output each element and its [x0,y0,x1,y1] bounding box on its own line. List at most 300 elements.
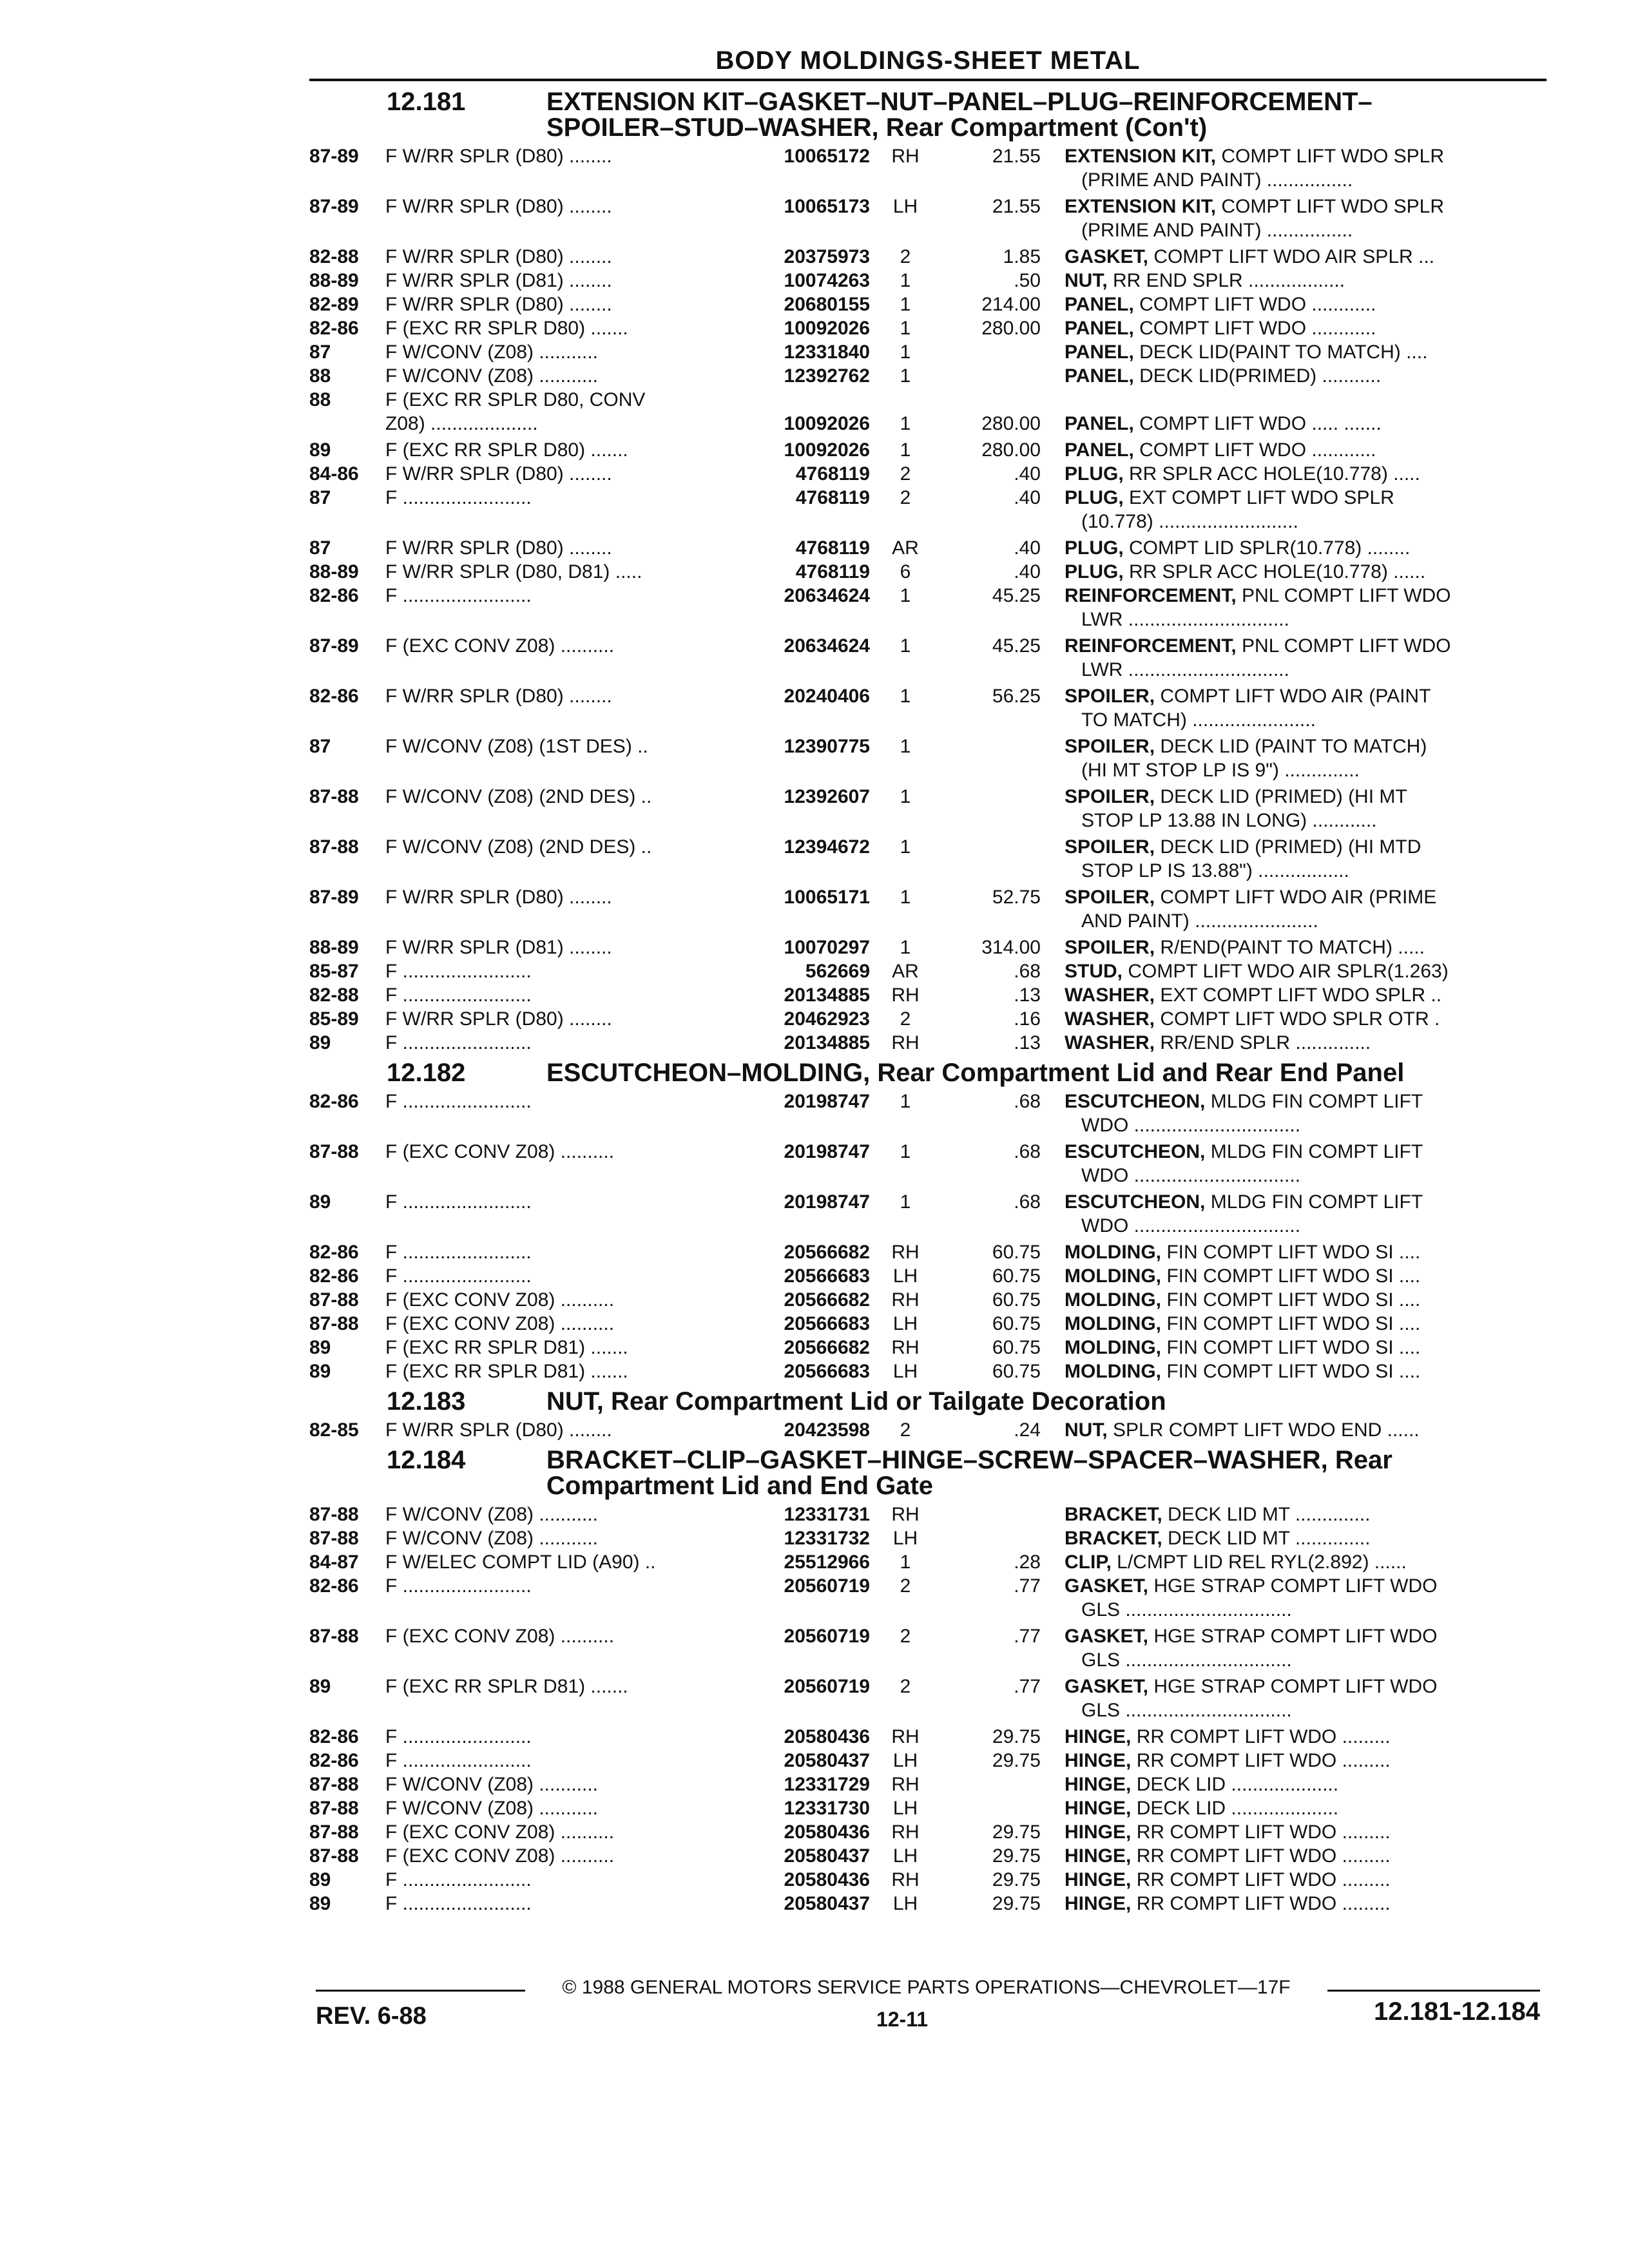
description-text: RR COMPT LIFT WDO ......... [1136,1845,1391,1867]
part-noun: HINGE, [1065,1821,1132,1843]
part-number: 20634624 [784,635,870,657]
model-years: 82-86 [309,1726,359,1747]
part-number: 20566683 [784,1265,870,1287]
part-number: 20566682 [784,1337,870,1358]
part-row [309,735,1547,785]
description-text: DECK LID MT .............. [1168,1504,1371,1525]
part-noun: PLUG, [1065,537,1124,559]
part-number: 20375973 [784,246,870,267]
part-row [309,1360,1547,1383]
part-number: 10092026 [784,318,870,339]
part-number: 20566683 [784,1313,870,1334]
model-years: 85-87 [309,961,359,982]
usage-line: F W/RR SPLR (D80) ........ [385,1008,612,1030]
quantity: RH [891,1032,920,1053]
description-text: PNL COMPT LIFT WDO [1242,585,1451,606]
quantity: 1 [900,413,911,434]
quantity: 1 [900,365,911,387]
part-noun: PANEL, [1065,318,1134,339]
part-noun: SPOILER, [1065,937,1155,958]
description-line [1065,144,1547,168]
description-text: SPLR COMPT LIFT WDO END ...... [1113,1419,1420,1441]
price: .68 [1014,1191,1041,1213]
quantity: 1 [900,341,911,363]
part-description [1065,1288,1547,1312]
usage-line: F W/CONV (Z08) ........... [385,1798,599,1819]
description-text: RR/END SPLR .............. [1160,1032,1371,1053]
model-years: 89 [309,1361,331,1382]
part-noun: WASHER, [1065,1008,1155,1030]
description-text: COMPT LIFT WDO ..... ....... [1139,413,1382,434]
description-text: RR SPLR ACC HOLE(10.778) ..... [1129,463,1420,485]
usage-line: F W/RR SPLR (D80) ........ [385,294,612,315]
part-row [309,584,1547,634]
part-noun: PANEL, [1065,413,1134,434]
part-row [309,1503,1547,1526]
part-description [1065,144,1547,192]
part-description [1065,1749,1547,1773]
footer-rule-right [1327,1990,1540,1992]
price: 314.00 [981,937,1041,958]
part-number: 20240406 [784,686,870,707]
price: 60.75 [992,1289,1041,1311]
part-number: 12331840 [784,341,870,363]
model-years: 87 [309,537,331,559]
usage-line: F W/RR SPLR (D81) ........ [385,937,612,958]
description-text: MLDG FIN COMPT LIFT [1210,1141,1423,1162]
price: 45.25 [992,585,1041,606]
part-row [309,1090,1547,1140]
description-continuation: WDO ............................... [1081,1215,1301,1236]
usage-line: F ........................ [385,1091,532,1112]
model-years: 89 [309,1893,331,1914]
usage-line: F W/RR SPLR (D80) ........ [385,463,612,485]
part-noun: HINGE, [1065,1869,1132,1890]
quantity: 2 [900,1575,911,1597]
part-row [309,1240,1547,1264]
part-number: 20580437 [784,1750,870,1771]
quantity: 2 [900,1008,911,1030]
part-description [1065,195,1547,242]
description-line [1065,959,1547,983]
section-title-line: EXTENSION KIT–GASKET–NUT–PANEL–PLUG–REINFORCEMENT– [546,88,1373,116]
part-row [309,1190,1547,1240]
description-text: RR COMPT LIFT WDO ......... [1136,1821,1391,1843]
part-noun: ESCUTCHEON, [1065,1091,1206,1112]
description-line [1065,1820,1547,1844]
part-row [309,462,1547,486]
price: 60.75 [992,1337,1041,1358]
part-row [309,316,1547,340]
part-row [309,959,1547,983]
quantity: 1 [900,1552,911,1573]
description-text: COMPT LIFT WDO SPLR OTR . [1160,1008,1440,1030]
part-noun: HINGE, [1065,1774,1132,1795]
part-number: 12394672 [784,836,870,858]
price: .24 [1014,1419,1041,1441]
description-text: FIN COMPT LIFT WDO SI .... [1166,1289,1421,1311]
part-noun: SPOILER, [1065,836,1155,858]
description-line [1065,1749,1547,1773]
part-number: 20566682 [784,1242,870,1263]
part-number: 20580437 [784,1893,870,1914]
part-description [1065,269,1547,293]
description-line [1065,1892,1547,1916]
part-noun: PANEL, [1065,365,1134,387]
description-text: FIN COMPT LIFT WDO SI .... [1166,1361,1421,1382]
description-text: COMPT LIFT WDO AIR SPLR(1.263) [1128,961,1449,982]
description-line [1065,1574,1547,1598]
description-text: FIN COMPT LIFT WDO SI .... [1166,1337,1421,1358]
part-number: 20560719 [784,1575,870,1597]
description-line [1065,1773,1547,1796]
quantity: 2 [900,1419,911,1441]
model-years: 87 [309,487,331,508]
part-description [1065,959,1547,983]
description-line [1065,1868,1547,1892]
part-number: 10070297 [784,937,870,958]
usage-line: F (EXC RR SPLR D80) ....... [385,318,628,339]
quantity: 1 [900,836,911,858]
price: .40 [1014,561,1041,582]
part-description [1065,584,1547,631]
section-number: 12.182 [387,1059,466,1087]
model-years: 89 [309,1191,331,1213]
description-continuation: LWR .............................. [1081,659,1289,680]
parts-listing [309,89,1547,1916]
model-years: 87-88 [309,1626,359,1647]
quantity: 1 [900,887,911,908]
usage-line: F ........................ [385,1726,532,1747]
part-row [309,1624,1547,1675]
price: 280.00 [981,439,1041,461]
part-row [309,1550,1547,1574]
part-description [1065,885,1547,933]
description-line [1065,1550,1547,1574]
part-row [309,560,1547,584]
description-continuation: WDO ............................... [1081,1165,1301,1186]
part-noun: ESCUTCHEON, [1065,1141,1206,1162]
price: .40 [1014,463,1041,485]
model-years: 87-88 [309,1289,359,1311]
quantity: 1 [900,439,911,461]
part-number: 12331729 [784,1774,870,1795]
price: 60.75 [992,1313,1041,1334]
quantity: 1 [900,786,911,807]
part-row [309,785,1547,835]
description-line [1065,1190,1547,1214]
part-description [1065,1090,1547,1137]
description-line [1065,1844,1547,1868]
description-text: DECK LID .................... [1136,1798,1339,1819]
model-years: 82-88 [309,985,359,1006]
usage-line: F (EXC CONV Z08) .......... [385,1821,615,1843]
part-description [1065,1418,1547,1442]
price: 280.00 [981,318,1041,339]
description-text: COMPT LIFT WDO AIR (PAINT [1160,686,1431,707]
usage-line: F ........................ [385,1750,532,1771]
part-number: 12392762 [784,365,870,387]
part-description [1065,1550,1547,1574]
description-line [1065,1312,1547,1336]
part-noun: GASKET, [1065,1676,1149,1697]
price: 29.75 [992,1726,1041,1747]
quantity: RH [891,1774,920,1795]
price: 1.85 [1003,246,1041,267]
section-title [546,1389,1547,1414]
part-description [1065,536,1547,560]
part-noun: MOLDING, [1065,1265,1161,1287]
model-years: 82-86 [309,1265,359,1287]
part-number: 12331731 [784,1504,870,1525]
model-years: 87 [309,341,331,363]
model-years: 87-89 [309,146,359,167]
price: .16 [1014,1008,1041,1030]
description-line [1065,983,1547,1007]
usage-line: F W/CONV (Z08) ........... [385,1528,599,1549]
part-number: 20580436 [784,1726,870,1747]
quantity: 2 [900,463,911,485]
model-years: 87-88 [309,1313,359,1334]
model-years: 82-86 [309,1575,359,1597]
part-row [309,936,1547,959]
description-line [1065,1007,1547,1031]
model-years: 84-86 [309,463,359,485]
section-title-line: SPOILER–STUD–WASHER, Rear Compartment (Con't) [546,113,1208,142]
description-text: HGE STRAP COMPT LIFT WDO [1153,1575,1438,1597]
description-text: HGE STRAP COMPT LIFT WDO [1153,1626,1438,1647]
model-years: 88 [309,365,331,387]
part-number: 20634624 [784,585,870,606]
part-number: 20566682 [784,1289,870,1311]
quantity: LH [892,1845,918,1867]
part-noun: SPOILER, [1065,786,1155,807]
model-years: 85-89 [309,1008,359,1030]
part-description [1065,1240,1547,1264]
part-description [1065,1190,1547,1238]
description-text: COMPT LIFT WDO ............ [1139,318,1376,339]
model-years: 82-85 [309,1419,359,1441]
description-line [1065,1675,1547,1698]
part-row [309,835,1547,885]
revision-label: REV. 6-88 [316,2003,427,2030]
description-continuation: (PRIME AND PAINT) ................ [1081,169,1353,191]
part-noun: WASHER, [1065,1032,1155,1053]
part-row [309,1288,1547,1312]
part-number: 20680155 [784,294,870,315]
part-number: 10092026 [784,439,870,461]
part-description [1065,1526,1547,1550]
model-years: 87-89 [309,635,359,657]
description-line [1065,486,1547,510]
description-continuation: (10.778) .......................... [1081,511,1298,532]
description-line [1065,560,1547,584]
part-description [1065,1675,1547,1722]
quantity: RH [891,1337,920,1358]
part-noun: MOLDING, [1065,1361,1161,1382]
part-row [309,1844,1547,1868]
part-description [1065,245,1547,269]
description-line [1065,1264,1547,1288]
description-line [1065,364,1547,388]
part-description [1065,785,1547,832]
description-line [1065,684,1547,708]
price: 21.55 [992,146,1041,167]
price: 60.75 [992,1265,1041,1287]
quantity: 1 [900,1141,911,1162]
part-description [1065,1336,1547,1360]
quantity: RH [891,985,920,1006]
model-years: 87-88 [309,1845,359,1867]
description-continuation: STOP LP 13.88 IN LONG) ............ [1081,810,1377,831]
part-noun: SPOILER, [1065,736,1155,757]
model-years: 88 [309,389,331,410]
description-text: COMPT LIFT WDO ............ [1139,294,1376,315]
section-title [546,89,1547,140]
quantity: RH [891,1504,920,1525]
description-line [1065,1090,1547,1113]
quantity: RH [891,146,920,167]
part-noun: MOLDING, [1065,1313,1161,1334]
quantity: 1 [900,686,911,707]
section-heading [309,1389,1547,1414]
usage-line: F W/CONV (Z08) ........... [385,1504,599,1525]
usage-line: F ........................ [385,487,532,508]
price: 29.75 [992,1845,1041,1867]
usage-line: F W/ELEC COMPT LID (A90) .. [385,1552,656,1573]
description-continuation: STOP LP IS 13.88") ................. [1081,860,1349,881]
price: 29.75 [992,1869,1041,1890]
price: 214.00 [981,294,1041,315]
usage-line: F ........................ [385,961,532,982]
model-years: 87-89 [309,887,359,908]
description-text: DECK LID (PRIMED) (HI MTD [1160,836,1422,858]
model-years: 89 [309,1869,331,1890]
quantity: RH [891,1869,920,1890]
part-number: 4768119 [795,487,870,508]
part-number: 20134885 [784,985,870,1006]
part-description [1065,1360,1547,1383]
part-number: 20198747 [784,1141,870,1162]
description-line [1065,1240,1547,1264]
quantity: 1 [900,635,911,657]
section-title-line: ESCUTCHEON–MOLDING, Rear Compartment Lid and Rear End Panel [546,1059,1405,1087]
price: .68 [1014,1091,1041,1112]
model-years: 82-89 [309,294,359,315]
part-number: 20560719 [784,1626,870,1647]
usage-line: F (EXC CONV Z08) .......... [385,1845,615,1867]
quantity: AR [892,537,919,559]
description-text: EXT COMPT LIFT WDO SPLR [1129,487,1394,508]
quantity: 1 [900,1191,911,1213]
part-description [1065,1031,1547,1055]
description-text: RR COMPT LIFT WDO ......... [1136,1893,1391,1914]
part-noun: WASHER, [1065,985,1155,1006]
usage-line: F ........................ [385,1893,532,1914]
model-years: 89 [309,1032,331,1053]
part-noun: NUT, [1065,1419,1108,1441]
description-line [1065,1031,1547,1055]
part-description [1065,293,1547,316]
price: 280.00 [981,413,1041,434]
description-continuation: (PRIME AND PAINT) ................ [1081,220,1353,241]
description-line [1065,835,1547,859]
model-years: 87-88 [309,786,359,807]
part-row [309,1007,1547,1031]
description-text: DECK LID .................... [1136,1774,1339,1795]
part-noun: HINGE, [1065,1893,1132,1914]
price: .77 [1014,1575,1041,1597]
quantity: RH [891,1726,920,1747]
part-row [309,536,1547,560]
part-noun: STUD, [1065,961,1123,982]
part-number: 10065171 [784,887,870,908]
part-row [309,388,1547,438]
part-number: 20423598 [784,1419,870,1441]
description-text: COMPT LIFT WDO SPLR [1221,196,1444,217]
part-number: 20134885 [784,1032,870,1053]
part-noun: CLIP, [1065,1552,1112,1573]
model-years: 87-88 [309,1774,359,1795]
usage-line: F ........................ [385,1265,532,1287]
part-description [1065,412,1547,436]
section-title-line: NUT, Rear Compartment Lid or Tailgate Decoration [546,1387,1166,1416]
description-line [1065,269,1547,293]
part-description [1065,560,1547,584]
part-noun: GASKET, [1065,1626,1149,1647]
model-years: 87-88 [309,1504,359,1525]
description-line [1065,340,1547,364]
description-text: FIN COMPT LIFT WDO SI .... [1166,1313,1421,1334]
description-text: COMPT LIFT WDO AIR SPLR ... [1153,246,1435,267]
part-description [1065,936,1547,959]
usage-line: F W/RR SPLR (D80) ........ [385,1419,612,1441]
description-text: DECK LID MT .............. [1168,1528,1371,1549]
description-line [1065,1624,1547,1648]
price: .40 [1014,487,1041,508]
copyright-line: © 1988 GENERAL MOTORS SERVICE PARTS OPERATIONS—CHEVROLET—17F [562,1977,1291,1998]
part-noun: ESCUTCHEON, [1065,1191,1206,1213]
part-row [309,1574,1547,1624]
part-row [309,1140,1547,1190]
part-noun: REINFORCEMENT, [1065,635,1237,657]
description-text: PNL COMPT LIFT WDO [1242,635,1451,657]
description-line [1065,316,1547,340]
model-years: 88-89 [309,561,359,582]
description-text: DECK LID (PRIMED) (HI MT [1160,786,1407,807]
quantity: RH [891,1242,920,1263]
description-continuation: GLS ............................... [1081,1599,1292,1620]
part-description [1065,1725,1547,1749]
description-text: COMPT LID SPLR(10.778) ........ [1129,537,1411,559]
part-description [1065,1624,1547,1672]
model-years: 87-88 [309,1141,359,1162]
page-title: BODY MOLDINGS-SHEET METAL [715,46,1141,75]
model-years: 87-89 [309,196,359,217]
usage-line: F W/RR SPLR (D80) ........ [385,146,612,167]
quantity: LH [892,1528,918,1549]
usage-line: F (EXC CONV Z08) .......... [385,635,615,657]
description-continuation: GLS ............................... [1081,1649,1292,1671]
part-description [1065,634,1547,682]
section-number: 12.181 [387,88,466,116]
part-row [309,1031,1547,1055]
part-row [309,364,1547,388]
usage-line: F (EXC RR SPLR D80, CONV [385,389,646,410]
model-years: 82-88 [309,246,359,267]
part-noun: GASKET, [1065,246,1149,267]
usage-line: F W/RR SPLR (D80) ........ [385,686,612,707]
